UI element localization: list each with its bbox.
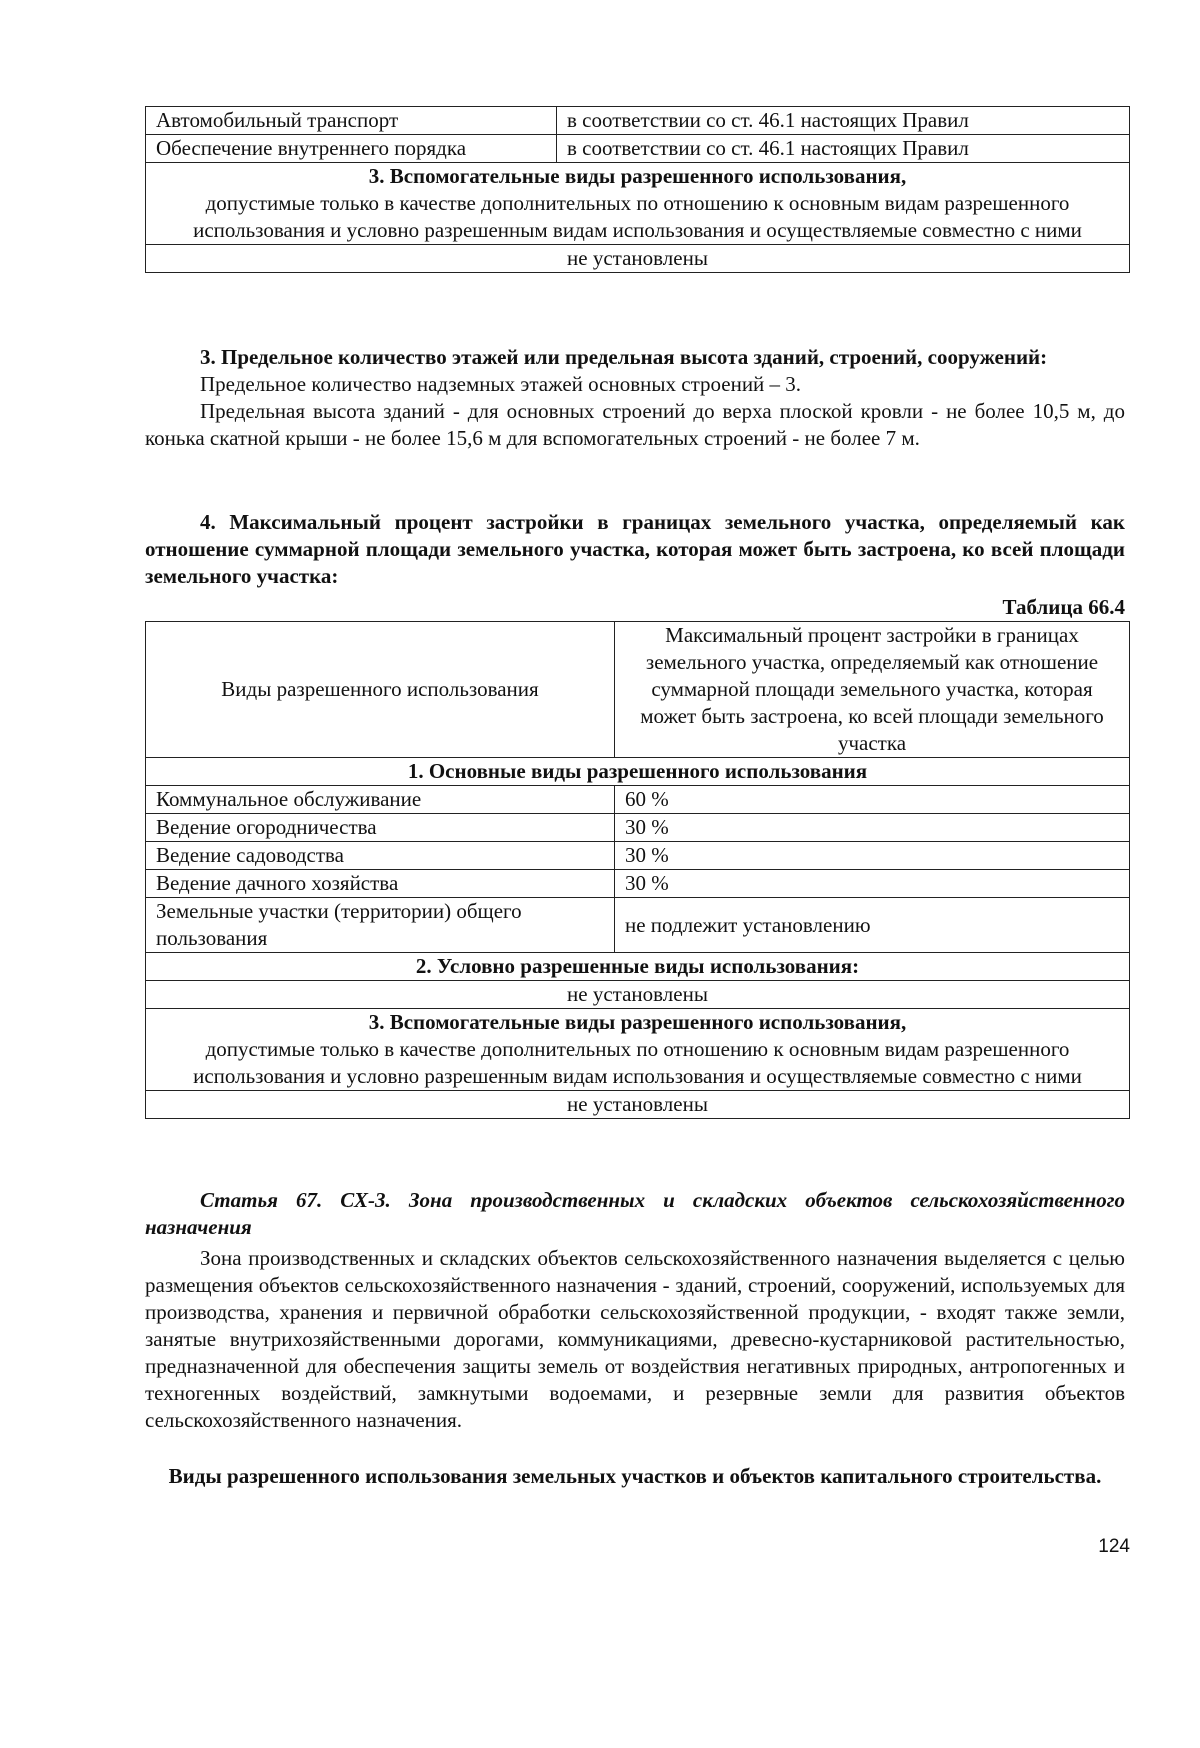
section-heading: 3. Предельное количество этажей или предельная высота зданий, строений, сооружений: (200, 345, 1048, 369)
auxiliary-uses-heading: 3. Вспомогательные виды разрешенного использования, (368, 1010, 907, 1034)
table-cell-coverage: 30 % (615, 842, 1130, 870)
table-row (146, 814, 1130, 842)
paragraph: Предельное количество надземных этажей основных строений – 3. (200, 372, 802, 396)
table-section-row (146, 1009, 1130, 1091)
main-uses-heading: 1. Основные виды разрешенного использования (146, 758, 1130, 786)
table-caption: Таблица 66.4 (1002, 595, 1125, 619)
auxiliary-uses-heading: 3. Вспомогательные виды разрешенного использования, (368, 164, 907, 188)
article-body: Зона производственных и складских объектов сельскохозяйственного назначения выделяется с целью размещения объектов сельскохозяйственного назначения - зданий, строений, сооружений, используемых для производства, хранения и первичной обработки сельскохозяйственной продукции, - входят также земли, занятые внутрихозяйственными дорогами, коммуникациями, древесно-кустарниковой растительностью, предназначенной для обеспечения защиты земель от воздействия негативных природных, антропогенных и техногенных воздействий, замкнутыми водоемами, и резервные земли для развития объектов сельскохозяйственного назначения. (145, 1246, 1125, 1432)
page-number: 124 (1098, 1536, 1130, 1557)
table-cell-use-type: Ведение огородничества (146, 814, 615, 842)
table-row (146, 870, 1130, 898)
table-cell-coverage: 30 % (615, 814, 1130, 842)
table-cell-use-type: Ведение садоводства (146, 842, 615, 870)
coverage-table (145, 621, 1130, 1119)
table-cell-coverage: 30 % (615, 870, 1130, 898)
table-row (146, 245, 1130, 273)
auxiliary-uses-value: не установлены (146, 245, 1130, 273)
table-row (146, 981, 1130, 1009)
auxiliary-uses-section-cell (146, 163, 1130, 245)
table-section-row (146, 953, 1130, 981)
table-row (146, 842, 1130, 870)
table-cell-use-type: Автомобильный транспорт (146, 107, 557, 135)
table-section-row (146, 758, 1130, 786)
table-row (146, 898, 1130, 953)
table-row (146, 1091, 1130, 1119)
table-header-use-type: Виды разрешенного использования (146, 622, 615, 758)
table-cell-parameter: в соответствии со ст. 46.1 настоящих Правил (557, 135, 1130, 163)
table-row (146, 107, 1130, 135)
table-cell-coverage: 60 % (615, 786, 1130, 814)
table-cell-use-type: Обеспечение внутреннего порядка (146, 135, 557, 163)
auxiliary-uses-description: допустимые только в качестве дополнительных по отношению к основным видам разрешенного использования и условно разрешенным видам использования и осуществляемые совместно с ними (193, 1037, 1082, 1088)
table-row (146, 786, 1130, 814)
conditional-uses-value: не установлены (146, 981, 1130, 1009)
table-row (146, 135, 1130, 163)
table-section-row (146, 163, 1130, 245)
section-heading: 4. Максимальный процент застройки в границах земельного участка, определяемый как отношение суммарной площади земельного участка, которая может быть застроена, ко всей площади земельного участка: (145, 510, 1125, 588)
article-title: Статья 67. СХ-3. Зона производственных и складских объектов сельскохозяйственного назначения (145, 1188, 1125, 1239)
table-cell-use-type: Ведение дачного хозяйства (146, 870, 615, 898)
table-cell-parameter: в соответствии со ст. 46.1 настоящих Правил (557, 107, 1130, 135)
paragraph: Предельная высота зданий - для основных строений до верха плоской кровли - не более 10,5 м, до конька скатной крыши - не более 15,6 м для вспомогательных строений - не более 7 м. (145, 399, 1125, 450)
table-cell-coverage: не подлежит установлению (615, 898, 1130, 953)
conditional-uses-heading: 2. Условно разрешенные виды использования: (146, 953, 1130, 981)
table-header-row (146, 622, 1130, 758)
section-floors-height (145, 344, 1125, 452)
auxiliary-uses-section-cell (146, 1009, 1130, 1091)
table-header-coverage: Максимальный процент застройки в границах земельного участка, определяемый как отношение суммарной площади земельного участка, которая может быть застроена, ко всей площади земельного участка (615, 622, 1130, 758)
section-heading-permitted-uses: Виды разрешенного использования земельных участков и объектов капитального строительства. (168, 1464, 1102, 1488)
table-cell-use-type: Земельные участки (территории) общего пользования (146, 898, 615, 953)
auxiliary-uses-description: допустимые только в качестве дополнительных по отношению к основным видам разрешенного использования и условно разрешенным видам использования и осуществляемые совместно с ними (193, 191, 1082, 242)
table-cell-use-type: Коммунальное обслуживание (146, 786, 615, 814)
auxiliary-uses-value: не установлены (146, 1091, 1130, 1119)
land-use-table-continued (145, 106, 1130, 273)
section-max-coverage (145, 509, 1125, 590)
